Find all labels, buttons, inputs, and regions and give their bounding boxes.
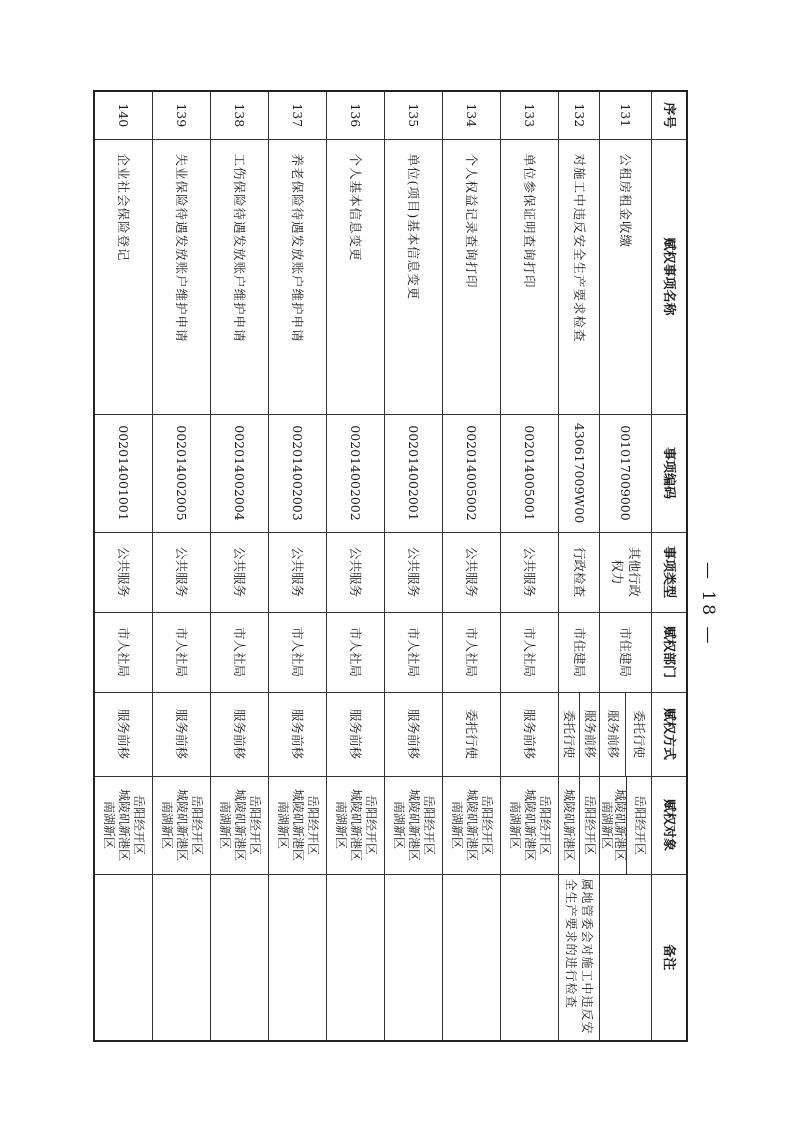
target-line: 南湖新区 <box>391 800 406 849</box>
target-a: 岳阳经开区 <box>626 777 651 874</box>
cell-item-type: 公共服务 <box>326 532 384 612</box>
target-line: 城陵矶新港区 <box>291 788 306 861</box>
cell-department: 市人社局 <box>384 612 442 692</box>
cell-department: 市人社局 <box>94 612 153 692</box>
cell-item-code: 002014002004 <box>211 414 269 532</box>
cell-seq: 131 <box>600 91 652 139</box>
table-row <box>384 91 442 1041</box>
cell-item-type: 公共服务 <box>269 532 327 612</box>
cell-item-code: 002014005001 <box>500 414 558 532</box>
cell-target <box>600 776 652 874</box>
cell-target <box>326 776 384 874</box>
cell-note <box>326 874 384 1041</box>
cell-seq: 135 <box>384 91 442 139</box>
target-line: 城陵矶新港区 <box>175 788 190 861</box>
cell-note <box>211 874 269 1041</box>
cell-seq: 138 <box>211 91 269 139</box>
target-line: 城陵矶新港区 <box>464 788 479 861</box>
target-line: 岳阳经开区 <box>190 794 205 855</box>
target-line: 岳阳经开区 <box>537 794 552 855</box>
cell-item-type: 公共服务 <box>211 532 269 612</box>
target-line: 南湖新区 <box>333 800 348 849</box>
table-row <box>326 91 384 1041</box>
cell-item-type <box>600 532 652 612</box>
cell-department: 市住建局 <box>600 612 652 692</box>
page-number: — 18 — <box>698 562 718 647</box>
table-row <box>500 91 558 1041</box>
cell-note <box>384 874 442 1041</box>
table-row <box>600 91 652 1041</box>
cell-item-type: 行政检查 <box>558 532 600 612</box>
cell-item-code: 002014001001 <box>94 414 153 532</box>
cell-note: 属地管委会对施工中违反安全生产要求的进行检查 <box>558 874 600 1041</box>
cell-note <box>94 874 153 1041</box>
header-target: 赋权对象 <box>652 776 688 874</box>
cell-seq: 136 <box>326 91 384 139</box>
table-row <box>558 91 600 1041</box>
header-note: 备注 <box>652 874 688 1041</box>
cell-seq: 140 <box>94 91 153 139</box>
header-item-type: 事项类型 <box>652 532 688 612</box>
target-line: 城陵矶新港区 <box>406 788 421 861</box>
table-row <box>269 91 327 1041</box>
cell-item-name: 个人权益记录查询打印 <box>442 139 500 414</box>
rotated-table-container <box>93 90 688 1040</box>
cell-item-code: 002014005002 <box>442 414 500 532</box>
target-line: 南湖新区 <box>507 800 522 849</box>
type-line: 其他行政 <box>626 546 642 597</box>
cell-note <box>442 874 500 1041</box>
method-b: 服务前移 <box>606 709 621 758</box>
table-row <box>211 91 269 1041</box>
empowerment-items-table <box>93 90 688 1042</box>
cell-target <box>384 776 442 874</box>
target-line: 城陵矶新港区 <box>117 788 132 861</box>
cell-note <box>269 874 327 1041</box>
table-row <box>442 91 500 1041</box>
cell-target <box>153 776 211 874</box>
cell-department: 市人社局 <box>326 612 384 692</box>
cell-department: 市人社局 <box>442 612 500 692</box>
cell-target <box>269 776 327 874</box>
cell-method: 服务前移 <box>500 692 558 776</box>
type-line: 权力 <box>609 559 625 585</box>
cell-item-code: 002014002001 <box>384 414 442 532</box>
cell-note <box>153 874 211 1041</box>
cell-item-name: 个人基本信息变更 <box>326 139 384 414</box>
cell-target <box>500 776 558 874</box>
target-line: 岳阳经开区 <box>421 794 436 855</box>
target-b <box>600 777 626 874</box>
cell-department: 市住建局 <box>558 612 600 692</box>
header-method: 赋权方式 <box>652 692 688 776</box>
cell-item-code: 430617009W00 <box>558 414 600 532</box>
cell-item-name: 企业社会保险登记 <box>94 139 153 414</box>
header-item-code: 事项编码 <box>652 414 688 532</box>
target-b: 城陵矶新港区 <box>562 788 577 861</box>
cell-note <box>500 874 558 1041</box>
cell-seq: 139 <box>153 91 211 139</box>
cell-item-code: 001017009000 <box>600 414 652 532</box>
cell-item-name: 工伤保险待遇发放账户维护申请 <box>211 139 269 414</box>
cell-department: 市人社局 <box>211 612 269 692</box>
cell-method: 服务前移 <box>153 692 211 776</box>
header-item-name: 赋权事项名称 <box>652 139 688 414</box>
cell-item-name: 公租房租金收缴 <box>600 139 652 414</box>
cell-item-type: 公共服务 <box>500 532 558 612</box>
target-line: 南湖新区 <box>160 800 175 849</box>
target-line: 城陵矶新港区 <box>348 788 363 861</box>
target-line: 南湖新区 <box>218 800 233 849</box>
target-line: 南湖新区 <box>449 800 464 849</box>
target-line: 岳阳经开区 <box>363 794 378 855</box>
cell-target <box>558 776 600 874</box>
cell-department: 市人社局 <box>153 612 211 692</box>
target-line: 城陵矶新港区 <box>522 788 537 861</box>
cell-note <box>600 874 652 1041</box>
cell-method: 服务前移 <box>211 692 269 776</box>
cell-item-code: 002014002005 <box>153 414 211 532</box>
cell-item-type: 公共服务 <box>442 532 500 612</box>
cell-seq: 137 <box>269 91 327 139</box>
cell-item-type: 公共服务 <box>94 532 153 612</box>
cell-target <box>211 776 269 874</box>
cell-item-code: 002014002002 <box>326 414 384 532</box>
cell-department: 市人社局 <box>500 612 558 692</box>
method-b: 委托行使 <box>562 709 577 758</box>
method-a: 委托行使 <box>625 693 651 776</box>
cell-target <box>442 776 500 874</box>
cell-method: 服务前移 <box>94 692 153 776</box>
target-a: 岳阳经开区 <box>579 777 600 874</box>
method-a: 服务前移 <box>579 693 600 776</box>
cell-item-name: 对施工中违反安全生产要求检查 <box>558 139 600 414</box>
cell-target <box>94 776 153 874</box>
cell-method: 服务前移 <box>326 692 384 776</box>
cell-item-type: 公共服务 <box>153 532 211 612</box>
header-seq: 序号 <box>652 91 688 139</box>
cell-method <box>600 692 652 776</box>
cell-seq: 133 <box>500 91 558 139</box>
target-line: 南湖新区 <box>276 800 291 849</box>
target-line: 城陵矶新港区 <box>233 788 248 861</box>
cell-method: 服务前移 <box>384 692 442 776</box>
table-row <box>94 91 153 1041</box>
cell-item-name: 养老保险待遇发放账户维护申请 <box>269 139 327 414</box>
target-line: 岳阳经开区 <box>248 794 263 855</box>
cell-seq: 134 <box>442 91 500 139</box>
target-line: 岳阳经开区 <box>479 794 494 855</box>
header-department: 赋权部门 <box>652 612 688 692</box>
cell-item-type: 公共服务 <box>384 532 442 612</box>
table-header-row <box>652 91 688 1041</box>
target-line: 南湖新区 <box>600 800 615 849</box>
cell-seq: 132 <box>558 91 600 139</box>
cell-item-code: 002014002003 <box>269 414 327 532</box>
cell-method: 服务前移 <box>269 692 327 776</box>
target-line: 城陵矶新港区 <box>613 788 628 861</box>
cell-item-name: 单位(项目)基本信息变更 <box>384 139 442 414</box>
cell-item-name: 失业保险待遇发放账户维护申请 <box>153 139 211 414</box>
table-row <box>153 91 211 1041</box>
cell-method <box>558 692 600 776</box>
cell-department: 市人社局 <box>269 612 327 692</box>
target-line: 岳阳经开区 <box>132 794 147 855</box>
cell-item-name: 单位参保证明查询打印 <box>500 139 558 414</box>
target-line: 南湖新区 <box>102 800 117 849</box>
target-line: 岳阳经开区 <box>306 794 321 855</box>
cell-method: 委托行使 <box>442 692 500 776</box>
